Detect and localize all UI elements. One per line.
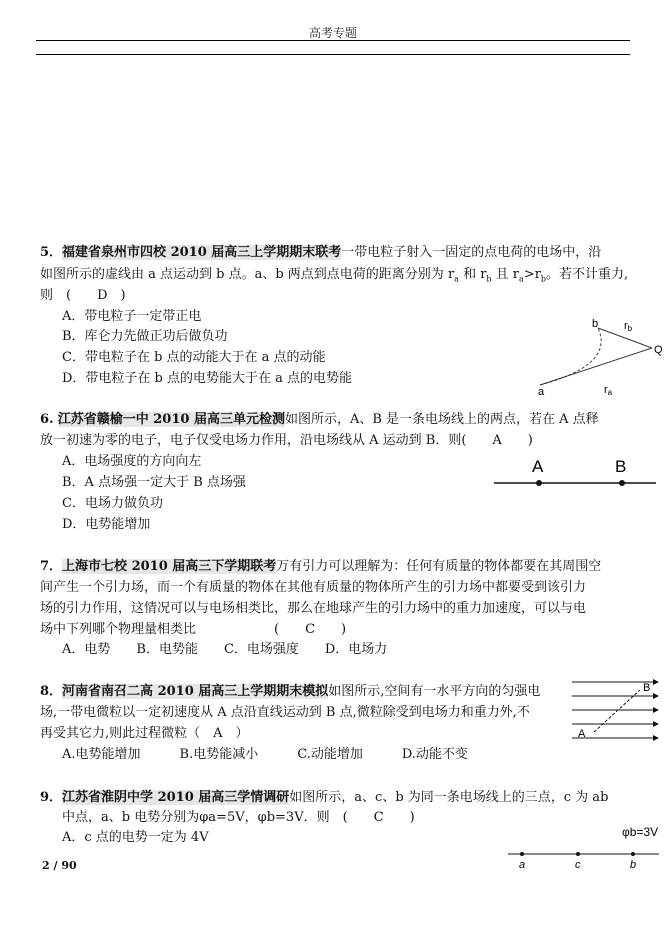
q9-label-phi: φb=3V	[622, 825, 659, 839]
page-header-title: 高考专题	[308, 26, 357, 40]
q6-number: 6.	[40, 412, 54, 427]
q5-sub-a: a	[454, 274, 459, 284]
q8-number: 8．	[40, 684, 63, 699]
q9-label-b: b	[630, 859, 637, 870]
q7-line3: 场的引力作用，这情况可以与电场相类比，那么在地球产生的引力场中的重力加速度，可以与电	[40, 601, 587, 616]
q5-line1-rest: 一带电粒子射入一固定的点电荷的电场中，沿	[341, 245, 602, 260]
q6-option-b: B．A 点场强一定大于 B 点场强	[62, 475, 246, 490]
page-number: 2 / 90	[42, 859, 77, 872]
q9-label-a: a	[519, 859, 526, 870]
q6-label-a: A	[532, 457, 544, 476]
q7-number: 7．	[40, 559, 63, 574]
q5-source: 福建省泉州市四校 2010 届高三上学期期末联考	[62, 245, 342, 260]
q5-ra-r: r	[604, 384, 608, 396]
header-rule-top	[36, 40, 630, 41]
q6-point-a	[536, 480, 542, 486]
q5-line2	[40, 265, 628, 290]
q6-line1	[40, 410, 599, 430]
q5-ra-line	[540, 348, 652, 385]
q8-line1-rest: 如图所示,空间有一水平方向的匀强电	[328, 684, 541, 699]
q6-option-d: D．电势能增加	[62, 517, 151, 532]
q7-source: 上海市七校 2010 届高三下学期联考	[62, 559, 277, 574]
q9-figure-field-line	[506, 822, 661, 870]
q8-line3: 再受其它力,则此过程微粒（ A ）	[40, 726, 249, 741]
q9-number: 9．	[40, 790, 63, 805]
q7-line1-rest: 万有引力可以理解为：任何有质量的物体都要在其周围空	[276, 559, 602, 574]
q8-figure-uniform-field	[570, 676, 662, 746]
q5-dashed-path	[540, 328, 601, 385]
q6-line2: 放一初速为零的电子，电子仅受电场力作用，沿电场线从 A 运动到 B．则( A )	[40, 433, 533, 448]
q6-option-a: A．电场强度的方向向左	[62, 454, 202, 469]
q5-sub-a2: a	[519, 274, 524, 284]
q9-option-a: A．c 点的电势一定为 4V	[62, 830, 209, 845]
q5-line2-gt: >r	[523, 267, 541, 282]
q9-point-c	[576, 852, 580, 856]
q5-line3: 则 ( D )	[40, 288, 126, 303]
q5-option-c: C．带电粒子在 b 点的动能大于在 a 点的动能	[62, 350, 326, 365]
q5-line2-end: 。若不计重力,	[546, 267, 629, 282]
q8-line1	[40, 682, 540, 702]
q8-source: 河南省南召二高 2010 届高三上学期期末模拟	[62, 684, 329, 699]
q5-label-a: a	[538, 386, 545, 398]
q9-point-b	[631, 852, 635, 856]
q5-line2-mid2: 且 r	[491, 267, 520, 282]
q5-label-rb	[624, 320, 633, 333]
q5-sub-b2: b	[540, 274, 547, 284]
q5-sub-b: b	[486, 274, 492, 284]
q9-label-c: c	[575, 859, 581, 870]
q6-figure-field-line	[492, 455, 658, 495]
q8-label-b: B	[643, 682, 651, 694]
q9-point-a	[520, 852, 524, 856]
q9-line1-rest: 如图所示，a、c、b 为同一条电场线上的三点，c 为 ab	[289, 790, 609, 805]
q7-options: A．电势 B．电势能 C．电场强度 D．电场力	[62, 642, 388, 657]
q6-label-b: B	[615, 457, 627, 476]
q5-ra-sub: a	[607, 388, 613, 397]
q5-label-q: Q	[654, 344, 663, 356]
q5-number: 5．	[40, 245, 63, 260]
q5-option-a: A．带电粒子一定带正电	[62, 309, 202, 324]
q5-line2-mid: 和 r	[458, 267, 487, 282]
q7-line1	[40, 557, 601, 577]
header-rule-bottom	[36, 54, 630, 55]
q5-figure-trajectory	[520, 315, 666, 400]
q6-option-c: C．电场力做负功	[62, 496, 163, 511]
q5-option-b: B．库仑力先做正功后做负功	[62, 329, 228, 344]
q7-line2: 间产生一个引力场，而一个有质量的物体在其他有质量的物体所产生的引力场中都要受到该引力	[40, 580, 587, 595]
q8-line2: 场,一带电微粒以一定初速度从 A 点沿直线运动到 B 点,微粒除受到电场力和重力外,不	[40, 705, 530, 720]
q5-line2-text: 如图所示的虚线由 a 点运动到 b 点。a、b 两点到点电荷的距离分别为 r	[40, 267, 455, 282]
q6-source: 江苏省赣榆一中 2010 届高三单元检测	[57, 412, 285, 427]
q9-source: 江苏省淮阴中学 2010 届高三学情调研	[62, 790, 290, 805]
q9-line2: 中点，a、b 电势分别为φa=5V，φb=3V．则 ( C )	[62, 810, 415, 825]
q5-label-ra	[604, 384, 613, 397]
q5-label-b: b	[592, 318, 599, 330]
q8-options: A.电势能增加 B.电势能减小 C.动能增加 D.动能不变	[62, 747, 468, 762]
q5-option-d: D．带电粒子在 b 点的电势能大于在 a 点的电势能	[62, 371, 353, 386]
q6-point-b	[619, 480, 625, 486]
q8-label-a: A	[578, 728, 586, 740]
q5-rb-sub: b	[627, 324, 633, 333]
q5-rb-r: r	[624, 320, 628, 332]
q7-line4: 场中下列哪个物理量相类比 ( C )	[40, 622, 347, 637]
q5-line1	[40, 243, 601, 263]
q9-line1	[40, 788, 608, 808]
q6-line1-rest: 如图所示，A、B 是一条电场线上的两点，若在 A 点释	[284, 412, 599, 427]
